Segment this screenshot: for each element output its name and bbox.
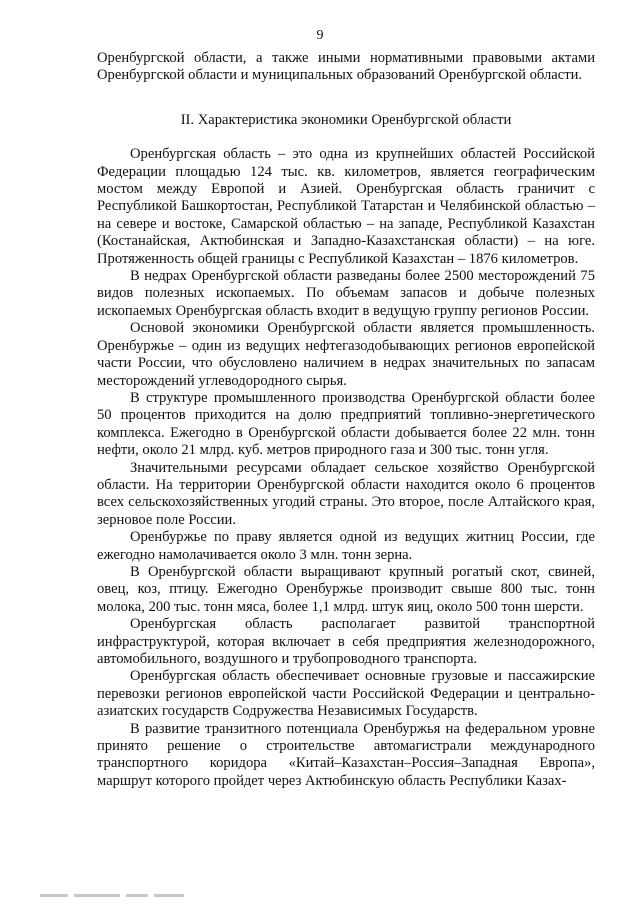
paragraph-freight-passenger: Оренбургская область обеспечивает основные грузовые и пассажирские перевозки регионов европейской части Российской Федерации и центрально-азиатских государств Содружества Независимых Государств. <box>97 668 595 720</box>
paragraph-industry: Основой экономики Оренбургской области является промышленность. Оренбуржье – один из ведущих нефтегазодобывающих регионов европейской части России, что обусловлено наличием в недрах значительных по запасам месторождений углеводородного сырья. <box>97 320 595 389</box>
document-body <box>97 50 595 790</box>
paragraph-transport-infrastructure: Оренбургская область располагает развитой транспортной инфраструктурой, которая включает в себя предприятия железнодорожного, автомобильного, воздушного и трубопроводного транспорта. <box>97 616 595 667</box>
footer-scan-artifact <box>40 894 210 902</box>
paragraph-livestock: В Оренбургской области выращивают крупный рогатый скот, свиней, овец, коз, птицу. Ежегодно Оренбуржье производит свыше 800 тыс. тонн молока, 200 тыс. тонн мяса, более 1,1 млрд. штук яиц, около 500 тонн шерсти. <box>97 563 595 615</box>
page-number: 9 <box>316 28 324 43</box>
paragraph-grain: Оренбуржье по праву является одной из ведущих житниц России, где ежегодно намолачивается около 3 млн. тонн зерна. <box>97 529 595 563</box>
intro-paragraph: Оренбургской области, а также иными нормативными правовыми актами Оренбургской области и муниципальных образований Оренбургской области. <box>97 50 595 84</box>
paragraph-agriculture: Значительными ресурсами обладает сельское хозяйство Оренбургской области. На территории Оренбургской области находится около 6 процентов всех сельскохозяйственных угодий страны. Это второе, после Алтайского края, зерновое поле России. <box>97 459 595 528</box>
paragraph-mineral-resources: В недрах Оренбургской области разведаны более 2500 месторождений 75 видов полезных ископаемых. По объемам запасов и добыче полезных ископаемых Оренбургская область входит в ведущую группу регионов России. <box>97 268 595 319</box>
paragraph-transit-corridor: В развитие транзитного потенциала Оренбуржья на федеральном уровне принято решение о строительстве автомагистрали международного транспортного коридора «Китай–Казахстан–Россия–Западная Европа», маршрут которого пройдет через Актюбинскую область Республики Казах- <box>97 720 595 789</box>
section-heading: II. Характеристика экономики Оренбургской области <box>180 111 512 128</box>
paragraph-fuel-energy: В структуре промышленного производства Оренбургской области более 50 процентов приходится на долю предприятий топливно-энергетического комплекса. Ежегодно в Оренбургской области добывается более 22 млн. тонн нефти, около 21 млрд. куб. метров природного газа и 300 тыс. тонн угля. <box>97 389 595 459</box>
paragraph-area-location: Оренбургская область – это одна из крупнейших областей Российской Федерации площадью 124 тыс. кв. километров, является географическим мостом между Европой и Азией. Оренбургская область граничит с Республикой Башкортостан, Республикой Татарстан и Челябинской областью – на севере и востоке, Самарской областью – на западе, Республикой Казахстан (Костанайская, Актюбинская и Западно-Казахстанская области) – на юге. Протяженность общей границы с Республикой Казахстан – 1876 километров. <box>97 146 595 267</box>
